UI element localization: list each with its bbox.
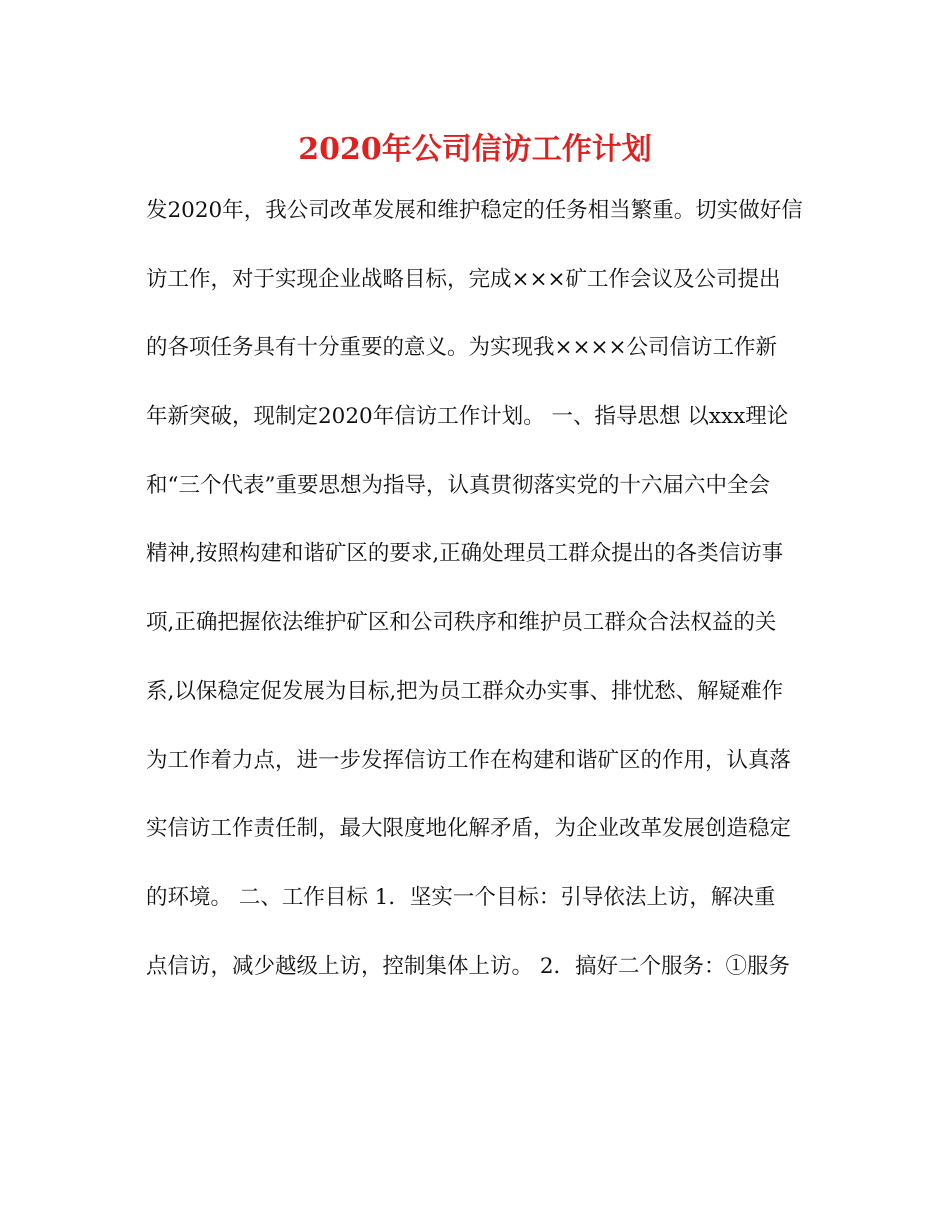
body-line: 和“三个代表”重要思想为指导，认真贯彻落实党的十六届六中全会 (146, 472, 770, 498)
document-body (146, 188, 806, 1012)
body-line: 的各项任务具有十分重要的意义。为实现我××××公司信访工作新 (146, 335, 778, 361)
body-line: 的环境。 二、工作目标 1．坚实一个目标：引导依法上访，解决重 (146, 884, 776, 910)
document-title: 2020年公司信访工作计划 (298, 132, 652, 167)
body-line: 精神,按照构建和谐矿区的要求,正确处理员工群众提出的各类信访事 (146, 541, 784, 567)
body-line: 实信访工作责任制，最大限度地化解矛盾，为企业改革发展创造稳定 (146, 816, 792, 842)
body-line: 点信访，减少越级上访，控制集体上访。 2．搞好二个服务：①服务 (146, 953, 791, 979)
body-line: 访工作，对于实现企业战略目标，完成×××矿工作会议及公司提出 (146, 266, 781, 292)
body-line: 为工作着力点，进一步发挥信访工作在构建和谐矿区的作用，认真落 (146, 747, 792, 773)
body-line: 项,正确把握依法维护矿区和公司秩序和维护员工群众合法权益的关 (146, 610, 777, 636)
body-line: 年新突破，现制定2020年信访工作计划。 一、指导思想 以xxx理论 (146, 404, 789, 430)
body-line: 发2020年，我公司改革发展和维护稳定的任务相当繁重。切实做好信 (146, 198, 803, 223)
body-line: 系,以保稳定促发展为目标,把为员工群众办实事、排忧愁、解疑难作 (146, 678, 784, 704)
